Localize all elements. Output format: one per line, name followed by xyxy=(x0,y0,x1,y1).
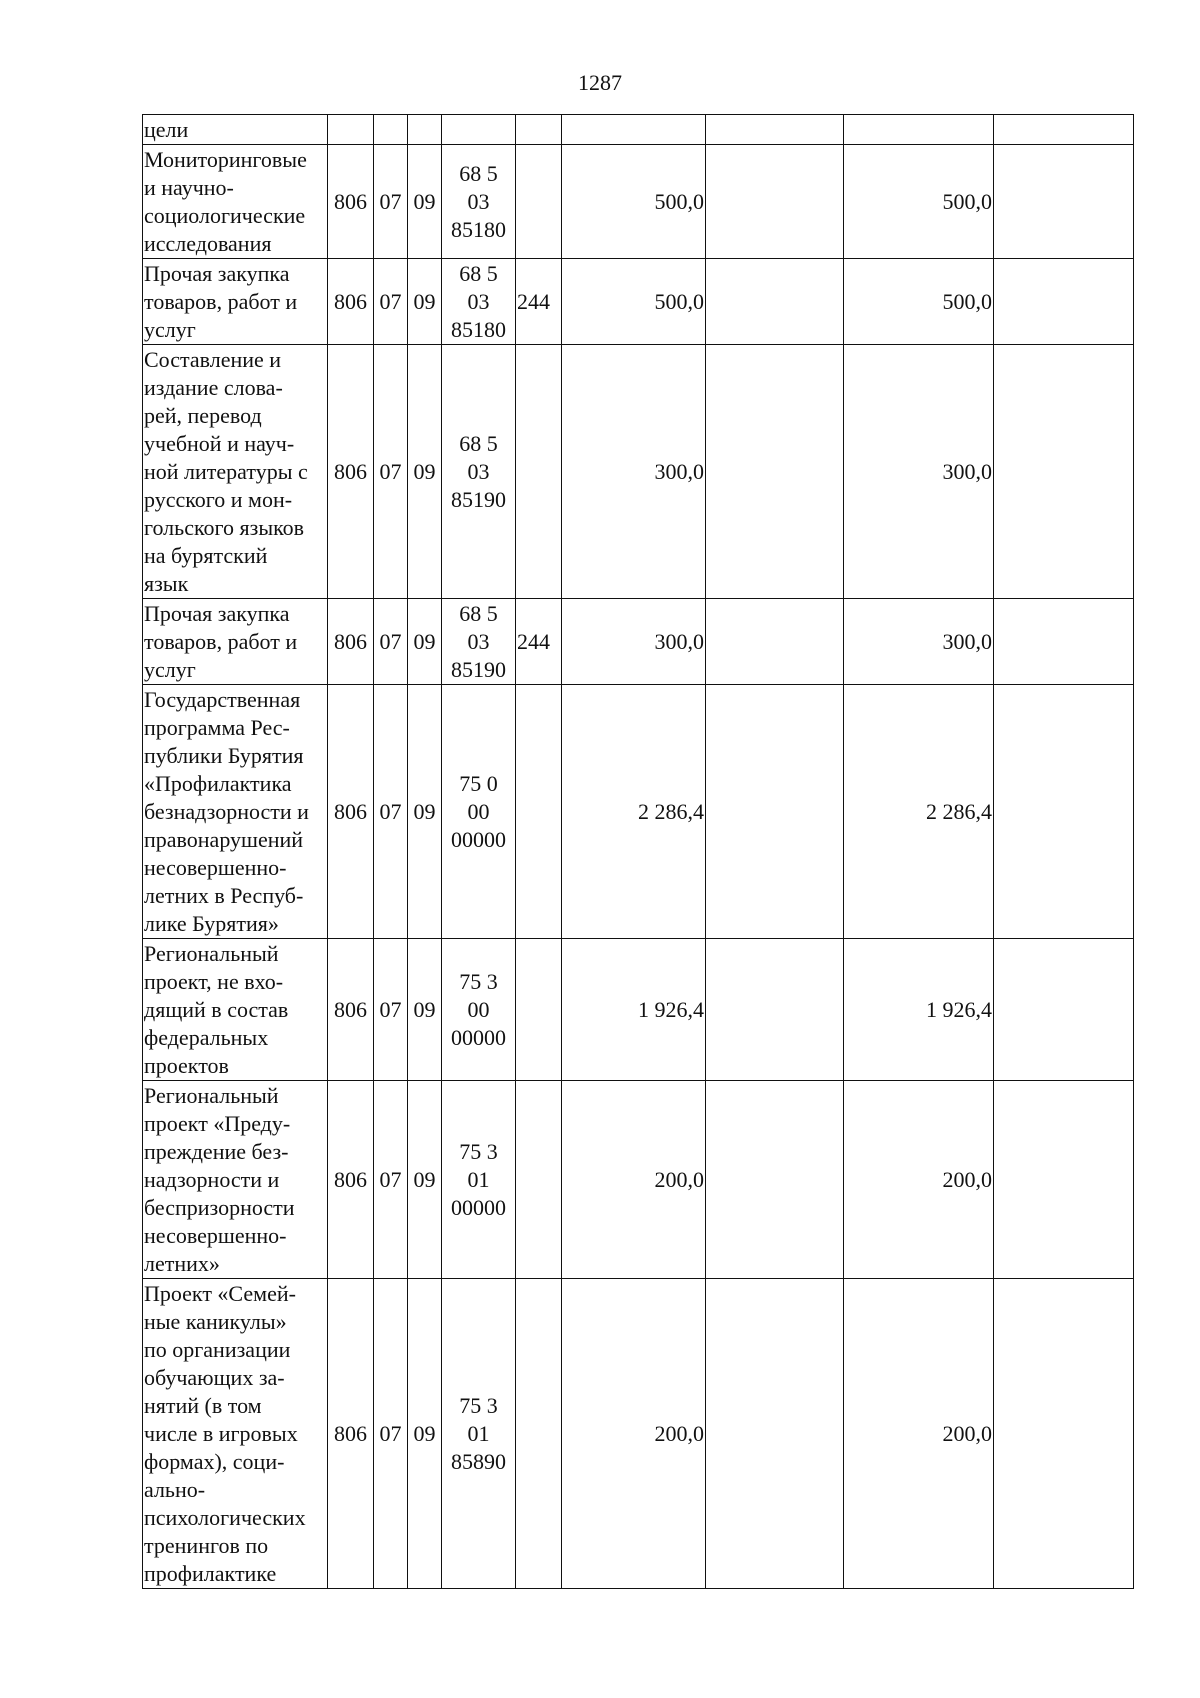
target-article-cell xyxy=(442,599,516,685)
table-row xyxy=(143,939,1134,1081)
amount-cell xyxy=(994,115,1134,145)
item-name-line: числе в игровых xyxy=(144,1420,298,1446)
target-article-line: 75 0 xyxy=(459,770,498,796)
target-article-cell xyxy=(442,1081,516,1279)
item-name-line: на бурятский xyxy=(144,542,268,568)
target-article-line: 01 xyxy=(467,1166,490,1192)
item-name-line: рей, перевод xyxy=(144,402,262,428)
budget-table xyxy=(142,114,1134,1589)
table-row xyxy=(143,259,1134,345)
item-name-line: русского и мон- xyxy=(144,486,293,512)
item-name-line: преждение без- xyxy=(144,1138,289,1164)
amount-cell xyxy=(706,1081,844,1279)
target-article-line: 03 xyxy=(467,628,490,654)
section-code-cell: 07 xyxy=(374,259,408,345)
target-article-line: 00 xyxy=(467,798,490,824)
item-name-line: надзорности и xyxy=(144,1166,280,1192)
target-article-line: 03 xyxy=(467,188,490,214)
amount-cell: 2 286,4 xyxy=(562,685,706,939)
ministry-code-cell: 806 xyxy=(328,345,374,599)
item-name-line: несовершенно- xyxy=(144,1222,287,1248)
target-article-line: 00 xyxy=(467,996,490,1022)
target-article-line: 85890 xyxy=(451,1448,506,1474)
amount-cell: 200,0 xyxy=(562,1279,706,1589)
amount-cell xyxy=(706,939,844,1081)
item-name-line: летних в Респуб- xyxy=(144,882,304,908)
subsection-code-cell: 09 xyxy=(408,599,442,685)
expense-type-cell xyxy=(516,145,562,259)
section-code-cell: 07 xyxy=(374,145,408,259)
amount-cell: 200,0 xyxy=(844,1279,994,1589)
target-article-line: 00000 xyxy=(451,1194,506,1220)
expense-type-cell xyxy=(516,939,562,1081)
item-name-cell xyxy=(143,115,328,145)
amount-cell xyxy=(994,685,1134,939)
table-row xyxy=(143,145,1134,259)
table-row xyxy=(143,345,1134,599)
target-article-line: 75 3 xyxy=(459,1138,498,1164)
amount-cell: 200,0 xyxy=(844,1081,994,1279)
item-name-line: проект, не вхо- xyxy=(144,968,284,994)
item-name-line: нятий (в том xyxy=(144,1392,262,1418)
amount-cell: 300,0 xyxy=(844,599,994,685)
target-article-line: 03 xyxy=(467,458,490,484)
item-name-line: беспризорности xyxy=(144,1194,295,1220)
amount-cell xyxy=(994,259,1134,345)
subsection-code-cell xyxy=(408,115,442,145)
item-name-line: программа Рес- xyxy=(144,714,290,740)
item-name-line: товаров, работ и xyxy=(144,288,298,314)
target-article-cell xyxy=(442,1279,516,1589)
section-code-cell: 07 xyxy=(374,599,408,685)
expense-type-cell xyxy=(516,115,562,145)
item-name-line: летних» xyxy=(144,1250,220,1276)
target-article-line: 68 5 xyxy=(459,430,498,456)
item-name-line: цели xyxy=(144,116,189,142)
item-name-line: Мониторинговые xyxy=(144,146,307,172)
item-name-line: социологические xyxy=(144,202,306,228)
table-row xyxy=(143,599,1134,685)
target-article-line: 85180 xyxy=(451,316,506,342)
amount-cell xyxy=(994,145,1134,259)
item-name-line: исследования xyxy=(144,230,272,256)
target-article-line: 00000 xyxy=(451,826,506,852)
subsection-code-cell: 09 xyxy=(408,1081,442,1279)
item-name-line: профилактике xyxy=(144,1560,277,1586)
item-name-line: Региональный xyxy=(144,940,279,966)
expense-type-cell xyxy=(516,1279,562,1589)
amount-cell xyxy=(994,1279,1134,1589)
target-article-line: 68 5 xyxy=(459,160,498,186)
amount-cell xyxy=(994,939,1134,1081)
item-name-line: правонарушений xyxy=(144,826,304,852)
expense-type-cell xyxy=(516,345,562,599)
item-name-line: Прочая закупка xyxy=(144,260,290,286)
subsection-code-cell: 09 xyxy=(408,259,442,345)
target-article-line: 85190 xyxy=(451,486,506,512)
target-article-cell xyxy=(442,685,516,939)
ministry-code-cell: 806 xyxy=(328,1279,374,1589)
target-article-line: 01 xyxy=(467,1420,490,1446)
amount-cell xyxy=(562,115,706,145)
ministry-code-cell: 806 xyxy=(328,685,374,939)
amount-cell: 500,0 xyxy=(844,145,994,259)
item-name-line: лике Бурятия» xyxy=(144,910,279,936)
target-article-line: 75 3 xyxy=(459,968,498,994)
item-name-cell xyxy=(143,259,328,345)
amount-cell xyxy=(706,1279,844,1589)
amount-cell xyxy=(994,345,1134,599)
amount-cell xyxy=(844,115,994,145)
subsection-code-cell: 09 xyxy=(408,939,442,1081)
ministry-code-cell: 806 xyxy=(328,1081,374,1279)
item-name-line: по организации xyxy=(144,1336,291,1362)
item-name-line: ной литературы с xyxy=(144,458,308,484)
table-row xyxy=(143,115,1134,145)
subsection-code-cell: 09 xyxy=(408,685,442,939)
target-article-line: 75 3 xyxy=(459,1392,498,1418)
amount-cell xyxy=(706,345,844,599)
expense-type-cell: 244 xyxy=(516,259,562,345)
amount-cell: 2 286,4 xyxy=(844,685,994,939)
target-article-line: 00000 xyxy=(451,1024,506,1050)
target-article-cell xyxy=(442,259,516,345)
item-name-line: гольского языков xyxy=(144,514,305,540)
target-article-line: 85190 xyxy=(451,656,506,682)
target-article-line: 68 5 xyxy=(459,260,498,286)
item-name-cell xyxy=(143,145,328,259)
section-code-cell: 07 xyxy=(374,685,408,939)
item-name-cell xyxy=(143,939,328,1081)
amount-cell: 500,0 xyxy=(844,259,994,345)
item-name-cell xyxy=(143,685,328,939)
target-article-line: 03 xyxy=(467,288,490,314)
amount-cell: 1 926,4 xyxy=(844,939,994,1081)
item-name-line: дящий в состав xyxy=(144,996,289,1022)
target-article-cell xyxy=(442,145,516,259)
target-article-cell xyxy=(442,115,516,145)
ministry-code-cell: 806 xyxy=(328,939,374,1081)
item-name-line: тренингов по xyxy=(144,1532,269,1558)
subsection-code-cell: 09 xyxy=(408,145,442,259)
amount-cell: 1 926,4 xyxy=(562,939,706,1081)
item-name-line: услуг xyxy=(144,656,196,682)
item-name-line: язык xyxy=(144,570,189,596)
ministry-code-cell: 806 xyxy=(328,145,374,259)
amount-cell: 300,0 xyxy=(562,345,706,599)
amount-cell xyxy=(706,685,844,939)
section-code-cell: 07 xyxy=(374,345,408,599)
subsection-code-cell: 09 xyxy=(408,1279,442,1589)
item-name-line: безнадзорности и xyxy=(144,798,309,824)
item-name-line: проект «Преду- xyxy=(144,1110,291,1136)
amount-cell xyxy=(994,1081,1134,1279)
item-name-line: услуг xyxy=(144,316,196,342)
expense-type-cell xyxy=(516,685,562,939)
item-name-cell xyxy=(143,345,328,599)
item-name-line: ально- xyxy=(144,1476,206,1502)
target-article-line: 68 5 xyxy=(459,600,498,626)
table-row xyxy=(143,685,1134,939)
amount-cell: 200,0 xyxy=(562,1081,706,1279)
item-name-line: Проект «Семей- xyxy=(144,1280,296,1306)
expense-type-cell xyxy=(516,1081,562,1279)
item-name-line: формах), соци- xyxy=(144,1448,285,1474)
section-code-cell: 07 xyxy=(374,1081,408,1279)
expense-type-cell: 244 xyxy=(516,599,562,685)
section-code-cell: 07 xyxy=(374,1279,408,1589)
item-name-line: издание слова- xyxy=(144,374,283,400)
item-name-line: и научно- xyxy=(144,174,234,200)
amount-cell xyxy=(706,599,844,685)
table-row xyxy=(143,1279,1134,1589)
item-name-cell xyxy=(143,599,328,685)
table-body xyxy=(143,115,1134,1589)
item-name-line: обучающих за- xyxy=(144,1364,285,1390)
table-row xyxy=(143,1081,1134,1279)
page-number: 1287 xyxy=(578,70,622,95)
amount-cell: 500,0 xyxy=(562,259,706,345)
item-name-cell xyxy=(143,1279,328,1589)
amount-cell: 300,0 xyxy=(562,599,706,685)
amount-cell xyxy=(706,259,844,345)
item-name-line: Прочая закупка xyxy=(144,600,290,626)
item-name-line: Составление и xyxy=(144,346,282,372)
item-name-line: публики Бурятия xyxy=(144,742,304,768)
section-code-cell xyxy=(374,115,408,145)
subsection-code-cell: 09 xyxy=(408,345,442,599)
ministry-code-cell: 806 xyxy=(328,259,374,345)
item-name-line: федеральных xyxy=(144,1024,269,1050)
item-name-line: несовершенно- xyxy=(144,854,287,880)
item-name-line: товаров, работ и xyxy=(144,628,298,654)
item-name-line: Государственная xyxy=(144,686,301,712)
amount-cell xyxy=(706,145,844,259)
section-code-cell: 07 xyxy=(374,939,408,1081)
item-name-line: Региональный xyxy=(144,1082,279,1108)
item-name-line: проектов xyxy=(144,1052,229,1078)
ministry-code-cell xyxy=(328,115,374,145)
item-name-line: ные каникулы» xyxy=(144,1308,287,1334)
amount-cell xyxy=(994,599,1134,685)
target-article-line: 85180 xyxy=(451,216,506,242)
target-article-cell xyxy=(442,345,516,599)
amount-cell: 500,0 xyxy=(562,145,706,259)
item-name-line: психологических xyxy=(144,1504,306,1530)
ministry-code-cell: 806 xyxy=(328,599,374,685)
amount-cell: 300,0 xyxy=(844,345,994,599)
target-article-cell xyxy=(442,939,516,1081)
item-name-line: «Профилактика xyxy=(144,770,292,796)
amount-cell xyxy=(706,115,844,145)
item-name-line: учебной и науч- xyxy=(144,430,295,456)
item-name-cell xyxy=(143,1081,328,1279)
